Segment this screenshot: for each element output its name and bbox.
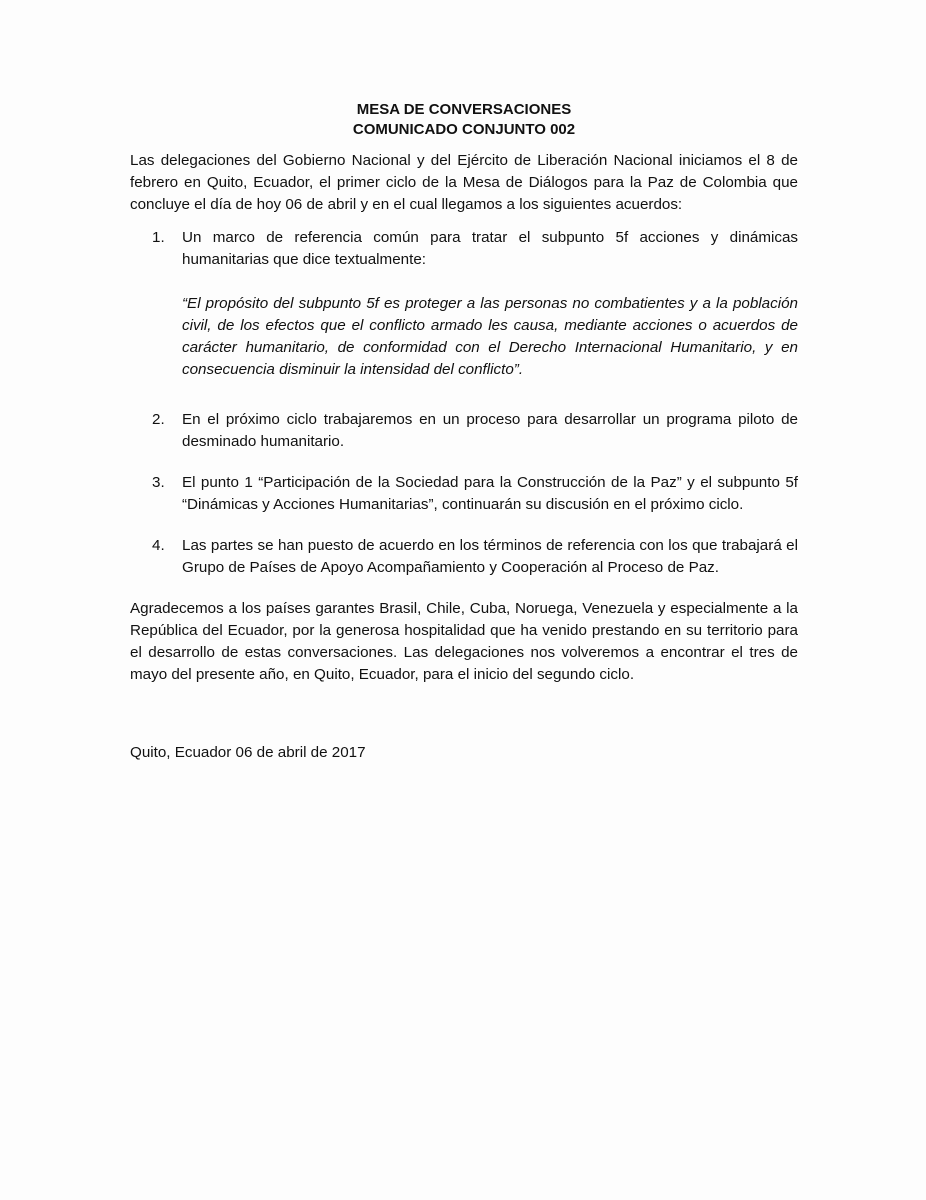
document-title: MESA DE CONVERSACIONES xyxy=(356,101,572,118)
intro-paragraph: Las delegaciones del Gobierno Nacional y del Ejército de Liberación Nacional iniciamos el 8 de febrero en Quito, Ecuador, el primer ciclo de la Mesa de Diálogos para la Paz de Colombia que concluye el día de hoy 06 de abril y en el cual llegamos a los siguientes acuerdos: xyxy=(130,152,798,213)
agreement-item-3 xyxy=(130,472,798,516)
agreement-text: Las partes se han puesto de acuerdo en los términos de referencia con los que trabajará el Grupo de Países de Apoyo Acompañamiento y Cooperación al Proceso de Paz. xyxy=(182,537,798,576)
title-block xyxy=(130,100,798,140)
signature-place-date: Quito, Ecuador 06 de abril de 2017 xyxy=(130,744,366,761)
agreement-item-4 xyxy=(130,535,798,579)
document-body xyxy=(130,100,798,686)
agreement-number: 1. xyxy=(152,229,165,246)
agreement-text: Un marco de referencia común para tratar el subpunto 5f acciones y dinámicas humanitarias que dice textualmente: xyxy=(182,229,798,268)
agreement-text: El punto 1 “Participación de la Sociedad para la Construcción de la Paz” y el subpunto 5f “Dinámicas y Acciones Humanitarias”, continuarán su discusión en el próximo ciclo. xyxy=(182,474,798,513)
document-subtitle: COMUNICADO CONJUNTO 002 xyxy=(352,121,576,138)
agreement-quote: “El propósito del subpunto 5f es proteger a las personas no combatientes y a la población civil, de los efectos que el conflicto armado les causa, mediante acciones o acuerdos de carácter humanitario, de conformidad con el Derecho Internacional Humanitario, y en consecuencia disminuir la intensidad del conflicto”. xyxy=(182,295,798,378)
agreement-number: 2. xyxy=(152,411,165,428)
agreement-text: En el próximo ciclo trabajaremos en un proceso para desarrollar un programa piloto de desminado humanitario. xyxy=(182,411,798,450)
agreement-number: 4. xyxy=(152,537,165,554)
agreements-list xyxy=(130,227,798,579)
agreement-item-2 xyxy=(130,409,798,453)
agreement-item-1 xyxy=(130,227,798,381)
agreement-number: 3. xyxy=(152,474,165,491)
closing-paragraph: Agradecemos a los países garantes Brasil, Chile, Cuba, Noruega, Venezuela y especialmente a la República del Ecuador, por la generosa hospitalidad que ha venido prestando en su territorio para el desarrollo de estas conversaciones. Las delegaciones nos volveremos a encontrar el tres de mayo del presente año, en Quito, Ecuador, para el inicio del segundo ciclo. xyxy=(130,600,798,683)
